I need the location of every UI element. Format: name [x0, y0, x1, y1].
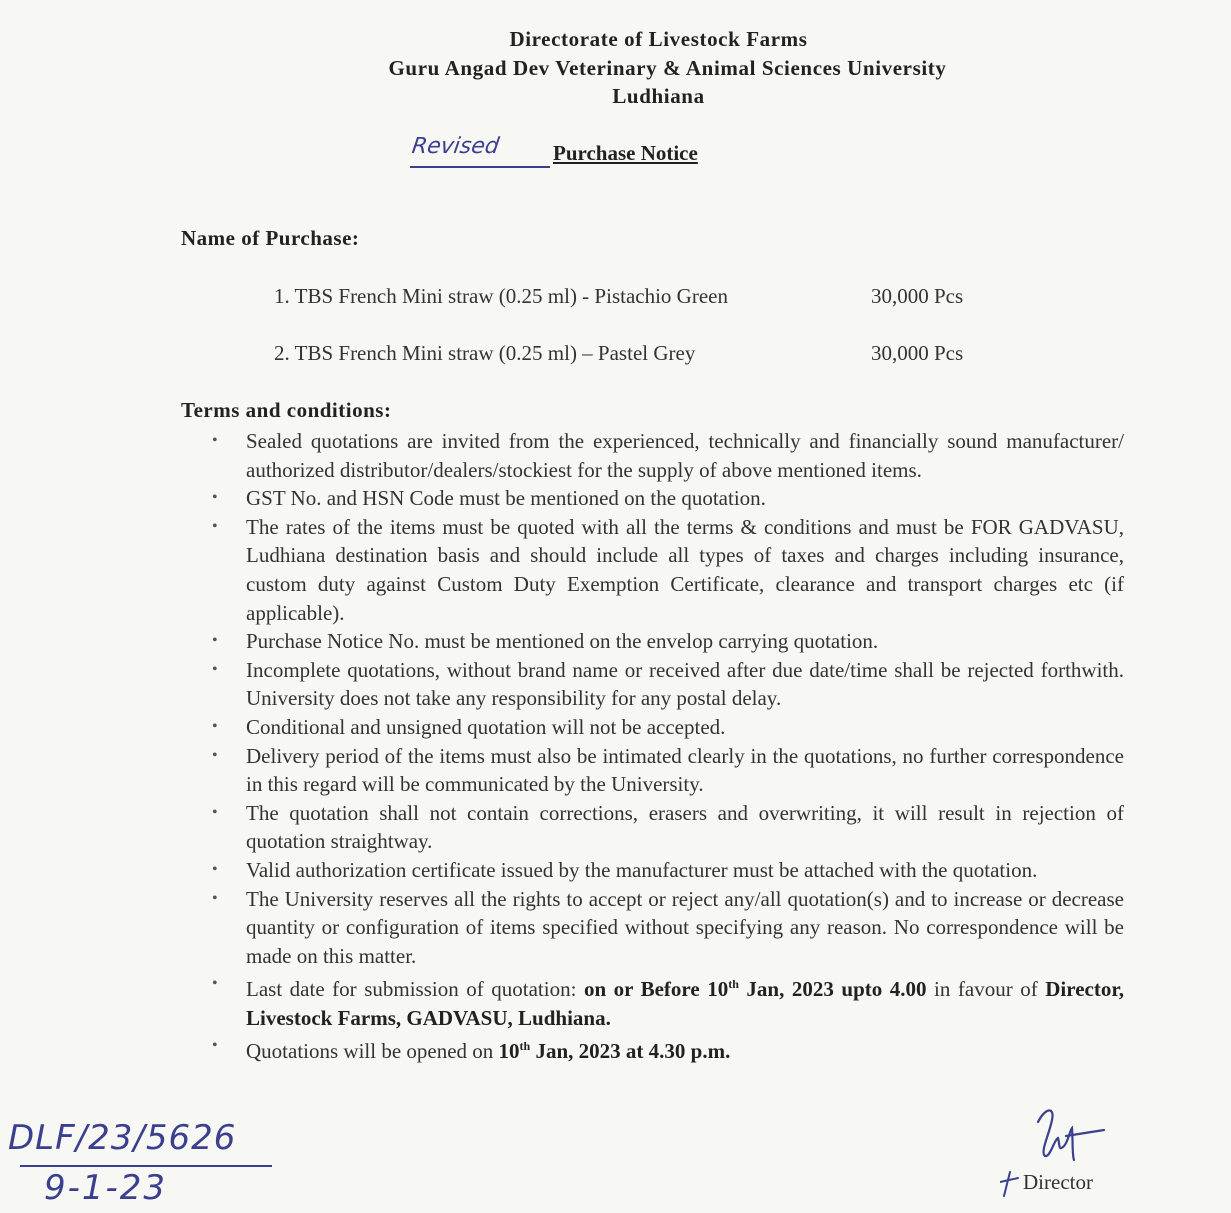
term-item: • Delivery period of the items must also be intimated clearly in the quotations, no further correspondence in this regard will be communicated by the University.: [212, 743, 1124, 797]
item-quantity: 30,000 Pcs: [871, 284, 964, 308]
term-item-opening-date: • Quotations will be opened on 10th Jan, 2023 at 4.30 p.m.: [212, 1032, 1124, 1066]
bullet-icon: •: [212, 517, 218, 535]
revised-underline: [410, 166, 550, 168]
bullet-icon: •: [212, 1037, 218, 1055]
terms-heading: Terms and conditions:: [181, 398, 392, 422]
handwritten-date: 9-1-23: [44, 1168, 168, 1208]
term-item: • Valid authorization certificate issued by the manufacturer must be attached with the quotation.: [212, 856, 1124, 885]
bullet-icon: •: [212, 489, 218, 507]
university-heading: Guru Angad Dev Veterinary & Animal Sciences University: [388, 56, 947, 80]
directorate-heading: Directorate of Livestock Farms: [509, 27, 808, 51]
item-description: 2. TBS French Mini straw (0.25 ml) – Pastel Grey: [274, 341, 696, 365]
term-item: • GST No. and HSN Code must be mentioned on the quotation.: [212, 484, 1124, 513]
bullet-icon: •: [212, 746, 218, 764]
bullet-icon: •: [212, 803, 218, 821]
signatory-title: Director: [1023, 1170, 1093, 1194]
revised-handwritten-note: Revised: [410, 134, 501, 159]
notice-title: Purchase Notice: [553, 141, 698, 165]
bullet-icon: •: [212, 860, 218, 878]
item-quantity: 30,000 Pcs: [871, 341, 964, 365]
term-item: • Conditional and unsigned quotation will not be accepted.: [212, 713, 1124, 742]
bullet-icon: •: [212, 660, 218, 678]
bullet-icon: •: [212, 889, 218, 907]
term-item: • The quotation shall not contain corrections, erasers and overwriting, it will result in rejection of quotation straightway.: [212, 800, 1124, 854]
handwritten-reference-number: DLF/23/5626: [8, 1118, 237, 1158]
bullet-icon: •: [212, 632, 218, 650]
bullet-icon: •: [212, 432, 218, 449]
term-item: • Purchase Notice No. must be mentioned on the envelop carrying quotation.: [212, 627, 1124, 656]
terms-list: [212, 427, 1124, 1066]
item-description: 1. TBS French Mini straw (0.25 ml) - Pistachio Green: [274, 284, 728, 308]
bullet-icon: •: [212, 717, 218, 735]
city-heading: Ludhiana: [612, 84, 705, 108]
bullet-icon: •: [212, 975, 218, 993]
term-item: • Sealed quotations are invited from the experienced, technically and financially sound manufacturer/ authorized distributor/dealers/stockiest for the supply of above mentioned items.: [212, 429, 1124, 482]
term-item: • The rates of the items must be quoted with all the terms & conditions and must be FOR GADVASU, Ludhiana destination basis and should include all types of taxes and charges including insurance, custom duty against Custom Duty Exemption Certificate, clearance and transport charges etc (if applicable).: [212, 514, 1124, 625]
term-item: • The University reserves all the rights to accept or reject any/all quotation(s) and to increase or decrease quantity or configuration of items specified without specifying any reason. No correspondence will be made on this matter.: [212, 886, 1124, 968]
purchase-heading: Name of Purchase:: [181, 226, 360, 250]
reference-underline: [20, 1165, 272, 1167]
term-item-last-date: • Last date for submission of quotation: on or Before 10th Jan, 2023 upto 4.00 in favour of Director, Livestock Farms, GADVASU, Ludhiana.: [212, 970, 1124, 1032]
term-item: • Incomplete quotations, without brand name or received after due date/time shall be rejected forthwith. University does not take any responsibility for any postal delay.: [212, 657, 1124, 711]
